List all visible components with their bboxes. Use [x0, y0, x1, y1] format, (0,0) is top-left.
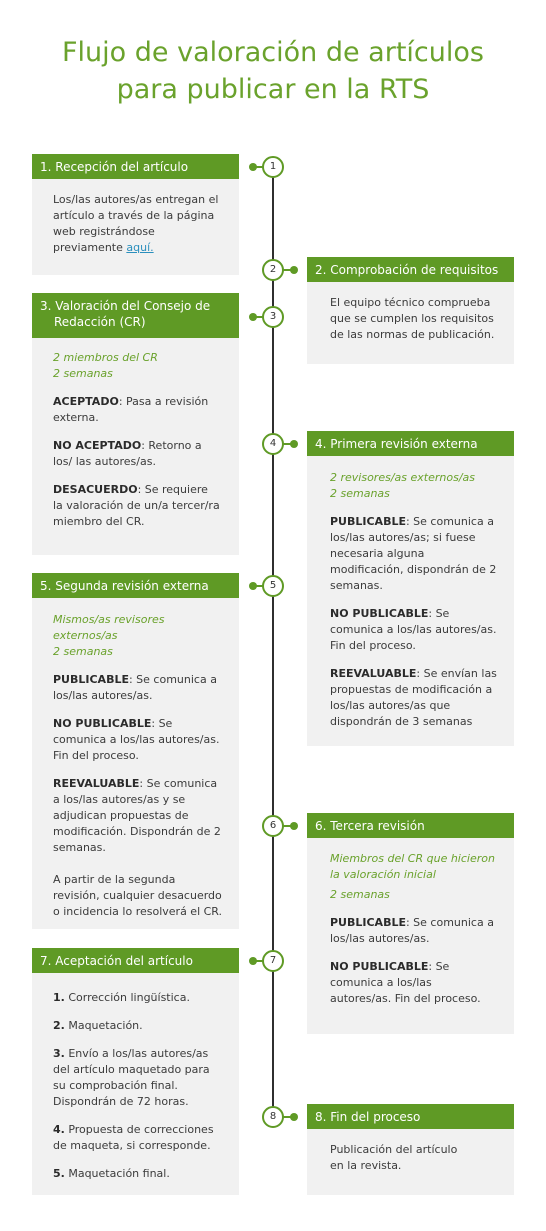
step-3-duration: 2 semanas	[53, 367, 113, 380]
step-node-6: 6	[262, 815, 284, 837]
connector-dot	[290, 440, 298, 448]
step-node-7: 7	[262, 950, 284, 972]
step-5-reviewers: Mismos/as revisores externos/as	[53, 613, 165, 642]
list-item: 3. Envío a los/las autores/as del artículo maquetado para su comprobación final. Dispondrán de 72 horas.	[53, 1047, 210, 1108]
step-3-reviewers: 2 miembros del CR	[53, 351, 158, 364]
list-item: 5. Maquetación final.	[53, 1167, 170, 1180]
connector-dot	[290, 822, 298, 830]
step-5-duration: 2 semanas	[53, 645, 113, 658]
step-node-2: 2	[262, 259, 284, 281]
step-3-body: 2 miembros del CR 2 semanas ACEPTADO: Pasa a revisión externa. NO ACEPTADO: Retorno a los/ las autores/as. DESACUERDO: Se requiere la valoración de un/a tercer/ra miembro del CR.	[53, 351, 220, 528]
step-node-3: 3	[262, 306, 284, 328]
step-7-body	[53, 990, 221, 1194]
step-6-duration: 2 semanas	[330, 888, 390, 901]
step-node-5: 5	[262, 575, 284, 597]
register-link[interactable]: aquí.	[126, 241, 154, 254]
list-item: 1. Corrección lingüística.	[53, 991, 190, 1004]
step-5-note: A partir de la segunda revisión, cualquier desacuerdo o incidencia lo resolverá el CR.	[53, 873, 223, 918]
step-4-reviewers: 2 revisores/as externos/as	[330, 471, 475, 484]
step-node-1: 1	[262, 156, 284, 178]
list-item: 2. Maquetación.	[53, 1019, 143, 1032]
step-3-title: 3. Valoración del Consejo de Redacción (CR)	[32, 293, 239, 338]
step-1-body: Los/las autores/as entregan el artículo a través de la página web registrándose previamente aquí.	[53, 193, 219, 254]
step-2-title: 2. Comprobación de requisitos	[307, 257, 514, 282]
connector-dot	[290, 266, 298, 274]
step-4-title: 4. Primera revisión externa	[307, 431, 514, 456]
step-5-body: Mismos/as revisores externos/as 2 semanas PUBLICABLE: Se comunica a los/las autores/as. NO PUBLICABLE: Se comunica a los/las autores/as. Fin del proceso. REEVALUABLE: Se comunica a los/las autores/as y se adjudican propuestas de modificación. Dispondrán de 2 semanas. A partir de la segunda revisión, cualquier desacuerdo o incidencia lo resolverá el CR.	[53, 612, 225, 932]
step-node-8: 8	[262, 1106, 284, 1128]
step-6-body: Miembros del CR que hicieron la valoración inicial 2 semanas PUBLICABLE: Se comunica a los/las autores/as. NO PUBLICABLE: Se comunica a los/las autores/as. Fin del proceso.	[330, 852, 495, 1005]
connector-dot	[290, 1113, 298, 1121]
page-title: Flujo de valoración de artículos para publicar en la RTS	[62, 37, 484, 105]
step-8-body: Publicación del artículo en la revista.	[330, 1143, 458, 1172]
step-6-reviewers: Miembros del CR que hicieron la valoración inicial	[330, 852, 495, 881]
step-2-body: El equipo técnico comprueba que se cumplen los requisitos de las normas de publicación.	[330, 296, 495, 341]
step-8-title: 8. Fin del proceso	[307, 1104, 514, 1129]
step-4-body: 2 revisores/as externos/as 2 semanas PUBLICABLE: Se comunica a los/las autores/as; si fuese necesaria alguna modificación, dispondrán de 2 semanas. NO PUBLICABLE: Se comunica a los/las autores/as. Fin del proceso. REEVALUABLE: Se envían las propuestas de modificación a los/las autores/as que dispondrán de 3 semanas	[330, 471, 497, 728]
step-6-title: 6. Tercera revisión	[307, 813, 514, 838]
list-item: 4. Propuesta de correcciones de maqueta, si corresponde.	[53, 1123, 214, 1152]
step-1-title: 1. Recepción del artículo	[32, 154, 239, 179]
step-7-title: 7. Aceptación del artículo	[32, 948, 239, 973]
step-4-duration: 2 semanas	[330, 487, 390, 500]
step-5-title: 5. Segunda revisión externa	[32, 573, 239, 598]
step-node-4: 4	[262, 433, 284, 455]
